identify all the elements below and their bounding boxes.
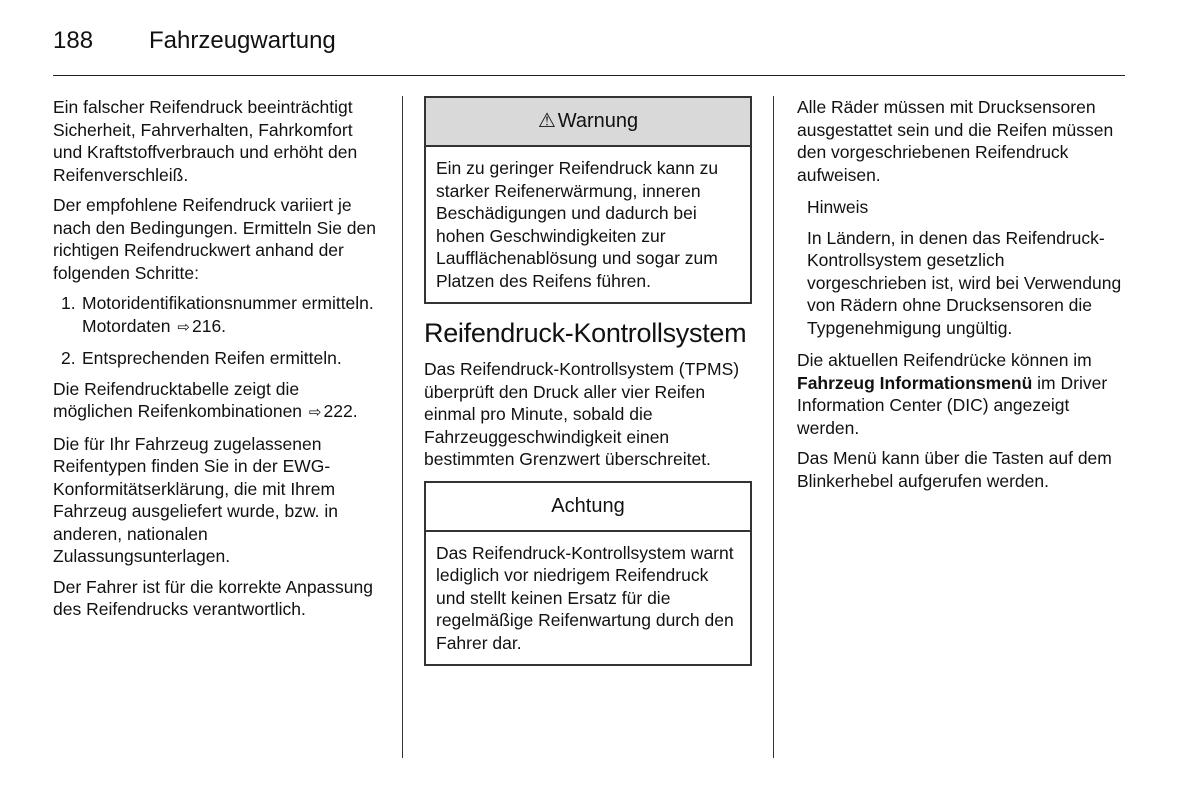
paragraph-text: Die aktuellen Reifendrücke können im: [797, 350, 1092, 370]
caution-text: Das Reifendruck-Kontrollsystem warnt lediglich vor niedrigem Reifendruck und stellt keinen Ersatz für die regelmäßige Reifenwartung durch den Fahrer dar.: [436, 542, 734, 653]
step-number: 1.: [61, 293, 76, 313]
header-divider: [53, 75, 1125, 76]
paragraph-sensors-required: Alle Räder müssen mit Drucksensoren ausgestattet sein und die Reifen müssen den vorgeschriebenen Reifendruck aufweisen.: [797, 97, 1114, 185]
column-middle: [424, 96, 752, 678]
column-divider: [402, 96, 403, 758]
page-header: [53, 26, 1125, 76]
list-item: [53, 292, 380, 339]
column-divider: [773, 96, 774, 758]
list-item: [53, 347, 380, 370]
menu-name: Fahrzeug Informationsmenü: [797, 372, 1033, 393]
step-text: Motoridentifikationsnummer ermitteln. Motordaten: [82, 293, 374, 336]
paragraph-text: Die Reifendrucktabelle zeigt die möglichen Reifenkombinationen: [53, 378, 303, 421]
paragraph-tire-pressure-intro: Ein falscher Reifendruck beeinträchtigt Sicherheit, Fahrverhalten, Fahrkomfort und Kraftstoffverbrauch und erhöht den Reifenverschleiß.: [53, 97, 358, 185]
caution-box-header: Achtung: [426, 483, 750, 532]
step-text: Entsprechenden Reifen ermitteln.: [82, 348, 342, 368]
warning-title: Warnung: [557, 110, 639, 132]
warning-box: [424, 96, 752, 304]
column-left: [53, 96, 380, 629]
step-number: 2.: [61, 348, 76, 368]
paragraph-recommended-pressure: Der empfohlene Reifendruck variiert je nach den Bedingungen. Ermitteln Sie den richtigen Reifendruckwert anhand der folgenden Schritte:: [53, 195, 377, 283]
reference-arrow-icon: ⇨: [308, 404, 322, 421]
paragraph-menu-access: Das Menü kann über die Tasten auf dem Blinkerhebel aufgerufen werden.: [797, 448, 1112, 491]
paragraph-driver-responsibility: Der Fahrer ist für die korrekte Anpassung des Reifendrucks verantwortlich.: [53, 576, 374, 619]
warning-box-header: [426, 98, 750, 147]
note-block: [797, 196, 1127, 339]
steps-list: [53, 292, 380, 370]
paragraph-text: im Driver Information Center (DIC) angezeigt werden.: [797, 372, 1108, 438]
page-reference-link[interactable]: 222.: [323, 401, 358, 421]
note-text: In Ländern, in denen das Reifendruck-Kontrollsystem gesetzlich vorgeschrieben ist, wird bei Verwendung von Rädern ohne Drucksensoren die Typgenehmigung ungültig.: [807, 227, 1122, 338]
paragraph-tpms-description: Das Reifendruck-Kontrollsystem (TPMS) überprüft den Druck aller vier Reifen einmal pro Minute, sobald die Fahrzeuggeschwindigkeit einen bestimmten Grenzwert überschreitet.: [424, 359, 740, 469]
note-title: Hinweis: [807, 197, 869, 217]
chapter-title: Fahrzeugwartung: [149, 27, 336, 54]
paragraph-pressure-table: [53, 378, 380, 425]
page-number: 188: [53, 27, 94, 54]
caution-box: [424, 481, 752, 667]
page-reference-link[interactable]: 216.: [191, 315, 227, 336]
paragraph-current-pressures: [797, 349, 1127, 439]
reference-arrow-icon: ⇨: [177, 318, 190, 336]
warning-text: Ein zu geringer Reifendruck kann zu starker Reifenerwärmung, inneren Beschädigungen und dadurch bei hohen Geschwindigkeiten zur Laufflächenablösung und sogar zum Platzen des Reifens führen.: [436, 158, 719, 291]
warning-triangle-icon: ⚠: [537, 110, 556, 132]
section-title: Reifendruck-Kontrollsystem: [424, 318, 747, 348]
column-right: [797, 96, 1127, 500]
paragraph-approved-tires: Die für Ihr Fahrzeug zugelassenen Reifentypen finden Sie in der EWG-Konformitätserklärung, die mit Ihrem Fahrzeug ausgeliefert wurde, bzw. in anderen, nationalen Zulassungsunterlagen.: [53, 433, 339, 566]
